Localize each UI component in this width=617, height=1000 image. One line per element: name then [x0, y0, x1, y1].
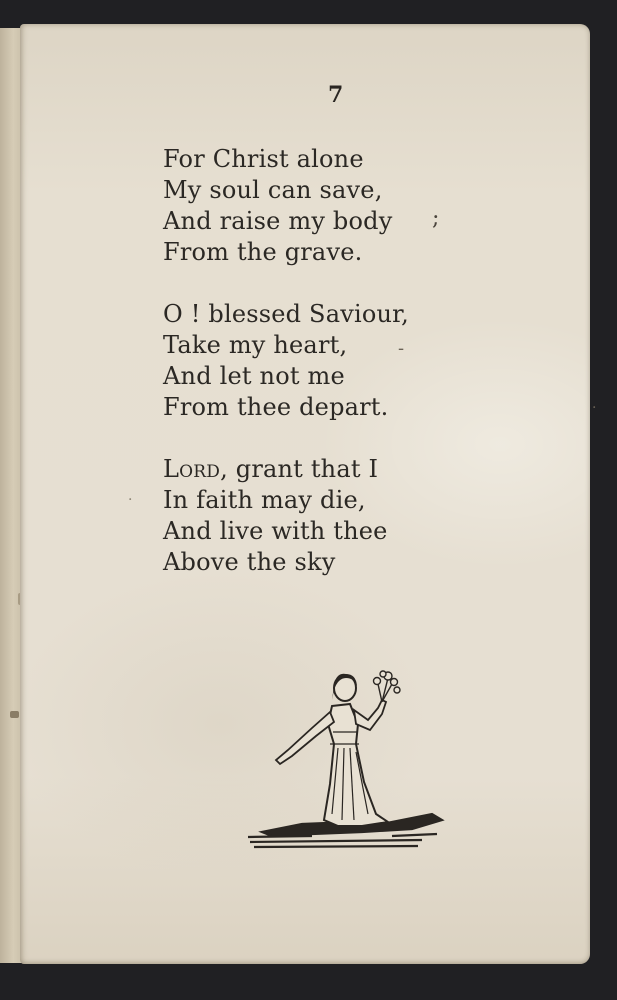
- poem-line: From thee depart.: [163, 393, 389, 421]
- poem-line: Above the sky: [163, 548, 336, 576]
- poem: [163, 144, 409, 609]
- poem-line: From the grave.: [163, 238, 363, 266]
- ink-speck: -: [398, 338, 405, 359]
- poem-line: And live with thee: [163, 517, 388, 545]
- book-page: [20, 24, 597, 964]
- right-arm: [354, 700, 386, 730]
- stanza-2: [163, 299, 409, 423]
- poem-line: My soul can save,: [163, 176, 383, 204]
- poem-line: O ! blessed Saviour,: [163, 300, 410, 328]
- page-stain: [10, 711, 19, 718]
- stanza-3: [163, 454, 409, 578]
- margin-mark: ;: [432, 206, 440, 231]
- flower-bouquet: [374, 671, 401, 702]
- poem-line: In faith may die,: [163, 486, 366, 514]
- woodcut-girl-with-flowers-icon: [242, 664, 452, 864]
- poem-line: And let not me: [163, 362, 345, 390]
- ink-speck: ·: [128, 492, 133, 508]
- page-number: 7: [328, 82, 344, 108]
- ink-speck: ·: [592, 400, 597, 416]
- poem-line: For Christ alone: [163, 145, 364, 173]
- stanza-1: [163, 144, 409, 268]
- poem-line: Lord, grant that I: [163, 455, 379, 483]
- left-arm: [276, 712, 334, 764]
- poem-line: Take my heart,: [163, 331, 348, 359]
- small-caps-word: Lord: [163, 455, 221, 483]
- poem-line: And raise my body: [163, 207, 393, 235]
